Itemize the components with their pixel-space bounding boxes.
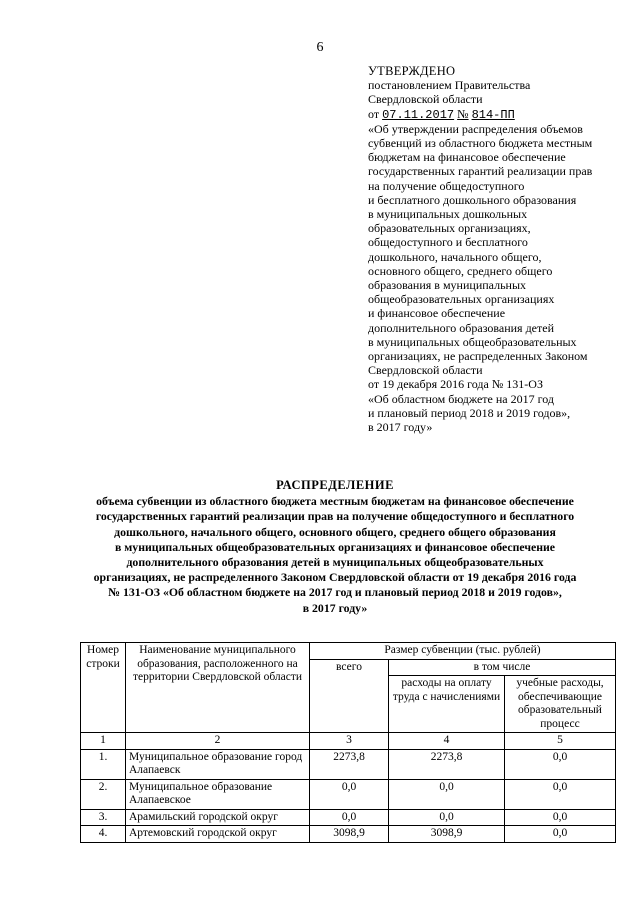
row-number: 2. (81, 779, 126, 809)
row-total: 0,0 (310, 809, 389, 826)
row-name: Муниципальное образование Алапаевское (126, 779, 310, 809)
decree-number: 814-ПП (471, 107, 515, 122)
column-number-5: 5 (505, 733, 616, 750)
subvention-table (80, 642, 616, 843)
row-labor: 0,0 (389, 779, 505, 809)
row-name: Артемовский городской округ (126, 826, 310, 843)
row-labor: 3098,9 (389, 826, 505, 843)
approval-date-line (368, 107, 630, 122)
decree-title-line: в муниципальных общеобразовательных (368, 334, 577, 349)
header-amount: Размер субвенции (тыс. рублей) (310, 643, 616, 660)
decree-title-line: от 19 декабря 2016 года № 131-ОЗ (368, 377, 543, 392)
date-prefix: от (368, 106, 380, 121)
decree-date: 07.11.2017 (382, 107, 455, 122)
decree-title-line: и финансовое обеспечение (368, 306, 506, 321)
decree-title-line: на получение общедоступного (368, 178, 525, 193)
row-total: 2273,8 (310, 749, 389, 779)
decree-title-line: организациях, не распределенных Законом (368, 349, 588, 364)
row-educational: 0,0 (505, 826, 616, 843)
row-number: 1. (81, 749, 126, 779)
table-row (81, 749, 616, 779)
header-name: Наименование муниципального образования, расположенного на территории Свердловской области (126, 643, 310, 733)
decree-title-line: Свердловской области (368, 363, 483, 378)
document-title (40, 478, 630, 616)
title-subtitle (40, 494, 630, 616)
row-name: Арамильский городской округ (126, 809, 310, 826)
number-prefix: № (457, 106, 469, 121)
table-row (81, 809, 616, 826)
title-line: дошкольного, начального общего, основного общего, среднего общего образования (114, 524, 556, 539)
header-number: Номер строки (81, 643, 126, 733)
column-number-3: 3 (310, 733, 389, 750)
title-line: в муниципальных общеобразовательных организациях и финансовое обеспечение (114, 539, 556, 554)
decree-title-line: и плановый период 2018 и 2019 годов», (368, 405, 571, 420)
decree-title-line: общедоступного и бесплатного (368, 235, 528, 250)
title-line: государственных гарантий реализации прав на получение общедоступного и бесплатного (95, 509, 575, 524)
column-number-1: 1 (81, 733, 126, 750)
table-row (81, 826, 616, 843)
column-number-4: 4 (389, 733, 505, 750)
decree-title-line: образования в муниципальных (368, 278, 527, 293)
decree-title-line: в муниципальных дошкольных (368, 207, 528, 222)
decree-title (368, 122, 630, 434)
row-educational: 0,0 (505, 749, 616, 779)
header-including: в том числе (389, 659, 616, 676)
row-total: 0,0 (310, 779, 389, 809)
decree-title-line: основного общего, среднего общего (368, 263, 553, 278)
row-name: Муниципальное образование город Алапаевск (126, 749, 310, 779)
row-labor: 2273,8 (389, 749, 505, 779)
table-row (81, 779, 616, 809)
row-total: 3098,9 (310, 826, 389, 843)
title-line: дополнительного образования детей в муниципальных общеобразовательных (126, 555, 544, 570)
approval-block (368, 64, 630, 434)
decree-title-line: «Об утверждении распределения объемов (368, 121, 583, 136)
decree-title-line: общеобразовательных организациях (368, 292, 555, 307)
row-number: 3. (81, 809, 126, 826)
decree-title-line: образовательных организациях, (368, 221, 531, 236)
row-educational: 0,0 (505, 809, 616, 826)
title-line: № 131-ОЗ «Об областном бюджете на 2017 год и плановый период 2018 и 2019 годов», (108, 585, 562, 600)
approval-heading: УТВЕРЖДЕНО (368, 64, 456, 78)
decree-title-line: государственных гарантий реализации прав (368, 164, 593, 179)
approval-region: Свердловской области (368, 92, 483, 107)
decree-title-line: дополнительного образования детей (368, 320, 554, 335)
row-educational: 0,0 (505, 779, 616, 809)
decree-title-line: и бесплатного дошкольного образования (368, 192, 577, 207)
column-number-2: 2 (126, 733, 310, 750)
title-line: организациях, не распределенного Законом Свердловской области от 19 декабря 2016 года (93, 570, 577, 585)
decree-title-line: в 2017 году» (368, 420, 433, 435)
title-line: в 2017 году» (302, 600, 368, 615)
approval-by: постановлением Правительства (368, 78, 531, 93)
decree-title-line: дошкольного, начального общего, (368, 249, 542, 264)
decree-title-line: «Об областном бюджете на 2017 год (368, 391, 554, 406)
header-total: всего (310, 659, 389, 733)
title-main: РАСПРЕДЕЛЕНИЕ (276, 478, 394, 492)
row-labor: 0,0 (389, 809, 505, 826)
row-number: 4. (81, 826, 126, 843)
decree-title-line: субвенций из областного бюджета местным (368, 136, 593, 151)
title-line: объема субвенции из областного бюджета местным бюджетам на финансовое обеспечение (96, 494, 574, 509)
page-number: 6 (316, 40, 324, 55)
header-labor: расходы на оплату труда с начислениями (389, 676, 505, 733)
header-educational: учебные расходы, обеспечивающие образовательный процесс (505, 676, 616, 733)
decree-title-line: бюджетам на финансовое обеспечение (368, 150, 566, 165)
